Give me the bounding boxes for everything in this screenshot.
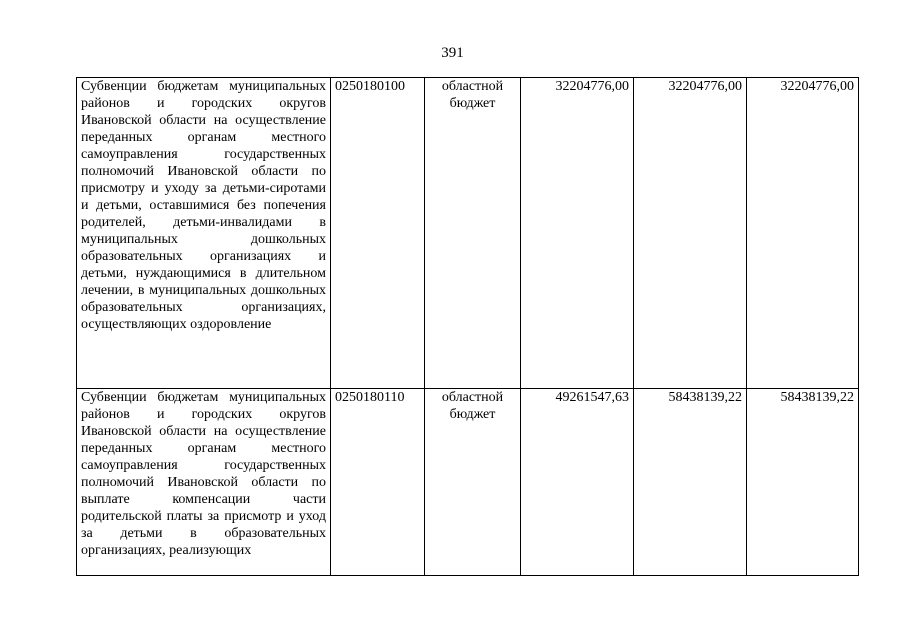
amount-cell-1: 32204776,00	[521, 78, 634, 389]
amount-cell-1: 49261547,63	[521, 389, 634, 576]
page-number: 391	[441, 45, 464, 61]
amount-cell-2: 32204776,00	[634, 78, 747, 389]
amount-cell-2: 58438139,22	[634, 389, 747, 576]
code-cell: 0250180110	[331, 389, 425, 576]
budget-table	[76, 77, 859, 576]
table-row	[77, 389, 859, 576]
code-cell: 0250180100	[331, 78, 425, 389]
amount-cell-3: 58438139,22	[747, 389, 859, 576]
source-cell: областной бюджет	[425, 389, 521, 576]
amount-cell-3: 32204776,00	[747, 78, 859, 389]
table-row	[77, 78, 859, 389]
source-cell: областной бюджет	[425, 78, 521, 389]
description-cell: Субвенции бюджетам муниципальных районов и городских округов Ивановской области на осуществление переданных органам местного самоуправления государственных полномочий Ивановской области по присмотру и уходу за детьми-сиротами и детьми, оставшимися без попечения родителей, детьми-инвалидами в муниципальных дошкольных образовательных организациях и детьми, нуждающимися в длительном лечении, в муниципальных дошкольных образовательных организациях, осуществляющих оздоровление	[77, 78, 331, 389]
description-cell: Субвенции бюджетам муниципальных районов и городских округов Ивановской области на осуществление переданных органам местного самоуправления государственных полномочий Ивановской области по выплате компенсации части родительской платы за присмотр и уход за детьми в образовательных организациях, реализующих	[77, 389, 331, 576]
